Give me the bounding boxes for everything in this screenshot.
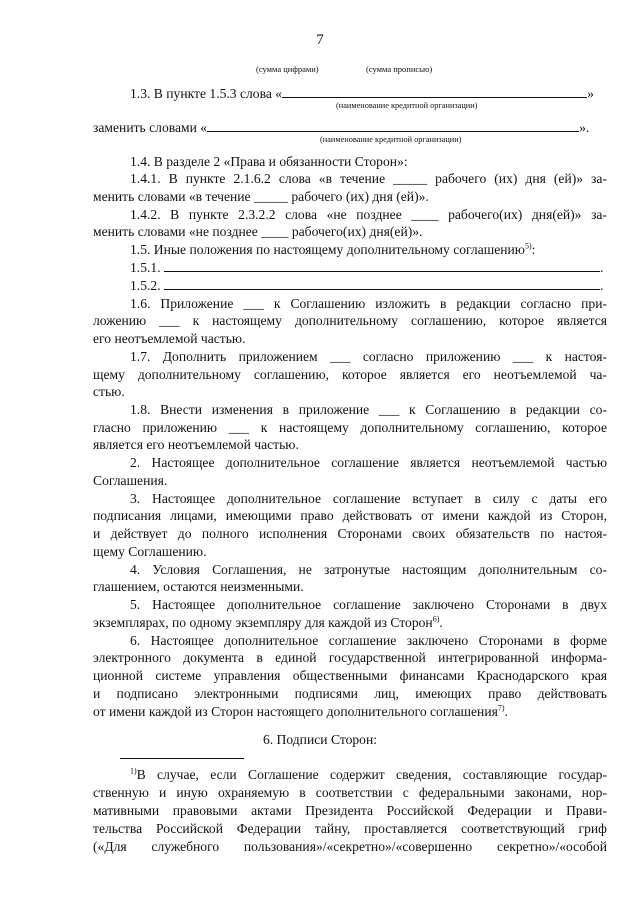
caption-sum-words: (сумма прописью) — [366, 64, 433, 74]
clause-1-7-line-2: щему дополнительному соглашению, которое является его неотъемлемой ча- — [93, 367, 607, 382]
clause-1-3-line-2: заменить словами « ». — [93, 120, 590, 135]
clause-3-line-4: щему Соглашению. — [93, 544, 207, 559]
clause-3-line-1: 3. Настоящее дополнительное соглашение вступает в силу с даты его — [130, 491, 607, 506]
caption-sum-digits: (сумма цифрами) — [256, 64, 319, 74]
clause-1-3-line-1: 1.3. В пункте 1.5.3 слова « » — [130, 86, 594, 101]
blank-field — [164, 278, 600, 290]
caption-credit-org-2: (наименование кредитной организации) — [320, 135, 462, 144]
blank-field — [207, 120, 579, 132]
clause-6-line-4: и подписано электронными подписями лиц, имеющих право действовать — [93, 686, 607, 701]
clause-1-7-line-1: 1.7. Дополнить приложением ___ согласно приложению ___ к настоя- — [130, 349, 607, 364]
clause-6-line-1: 6. Настоящее дополнительное соглашение заключено Сторонами в форме — [130, 633, 607, 648]
clause-1-6-line-1: 1.6. Приложение ___ к Соглашению изложить в редакции согласно при- — [130, 296, 607, 311]
clause-3-line-3: и действует до полного исполнения Сторонами своих обязательств по настоя- — [93, 526, 607, 541]
clause-1-8-line-1: 1.8. Внести изменения в приложение ___ к Соглашению в редакции со- — [130, 402, 607, 417]
clause-6-line-3: ционной системе управления общественными финансами Краснодарского края — [93, 668, 607, 683]
clause-4-line-1: 4. Условия Соглашения, не затронутые настоящим дополнительным со- — [130, 562, 607, 577]
caption-credit-org-1: (наименование кредитной организации) — [336, 101, 478, 110]
clause-5-line-2: экземплярах, по одному экземпляру для каждой из Сторон$^{6)}$. — [93, 614, 443, 630]
footnote-line-4: тельства Российской Федерации тайну, проставляется соответствующий гриф — [93, 821, 607, 836]
clause-1-4-1-line-1: 1.4.1. В пункте 2.1.6.2 слова «в течение _____ рабочего (их) дня (ей)» за- — [130, 171, 607, 186]
footnote-line-3: мативными правовыми актами Президента Российской Федерации и Прави- — [93, 803, 607, 818]
clause-1-5: 1.5. Иные положения по настоящему дополнительному соглашению$^{5)}$: — [130, 241, 536, 257]
clause-1-8-line-3: является его неотъемлемой частью. — [93, 437, 299, 452]
footnote-line-2: ственную и иную охраняемую в соответствии с федеральными законами, нор- — [93, 785, 607, 800]
blank-field — [164, 260, 600, 272]
clause-1-4-2-line-2: менить словами «не позднее ____ рабочего(их) дня(ей)». — [93, 224, 423, 239]
page-number: 7 — [316, 32, 324, 48]
clause-1-5-1: 1.5.1. . — [130, 260, 604, 275]
clause-1-8-line-2: гласно приложению ___ к настоящему дополнительному соглашению, которое — [93, 420, 607, 435]
clause-1-5-2: 1.5.2. . — [130, 278, 604, 293]
clause-1-7-line-3: стью. — [93, 384, 125, 399]
clause-6-line-2: электронного документа в единой государственной интегрированной информа- — [93, 650, 607, 665]
signatures-heading: 6. Подписи Сторон: — [262, 732, 378, 747]
clause-1-4: 1.4. В разделе 2 «Права и обязанности Сторон»: — [130, 154, 408, 169]
clause-2-line-2: Соглашения. — [93, 473, 168, 488]
clause-3-line-2: подписания лицами, имеющими право действовать от имени каждой из Сторон, — [93, 508, 607, 523]
footnote-line-5: («Для служебного пользования»/«секретно»/«совершенно секретно»/«особой — [93, 839, 607, 854]
footnote-divider — [120, 758, 244, 759]
clause-4-line-2: глашением, остаются неизменными. — [93, 579, 304, 594]
blank-field — [282, 86, 587, 98]
clause-1-4-1-line-2: менить словами «в течение _____ рабочего (их) дня (ей)». — [93, 189, 429, 204]
clause-1-6-line-3: его неотъемлемой частью. — [93, 331, 246, 346]
clause-6-line-5: от имени каждой из Сторон настоящего дополнительного соглашения$^{7)}$. — [93, 703, 508, 719]
clause-1-4-2-line-1: 1.4.2. В пункте 2.3.2.2 слова «не позднее ____ рабочего(их) дня(ей)» за- — [130, 207, 607, 222]
clause-5-line-1: 5. Настоящее дополнительное соглашение заключено Сторонами в двух — [130, 597, 607, 612]
footnote-line-1: $^{1)}$В случае, если Соглашение содержит сведения, составляющие государ- — [130, 766, 607, 782]
clause-2-line-1: 2. Настоящее дополнительное соглашение является неотъемлемой частью — [130, 455, 607, 470]
clause-1-6-line-2: ложению ___ к настоящему дополнительному соглашению, которое является — [93, 313, 607, 328]
